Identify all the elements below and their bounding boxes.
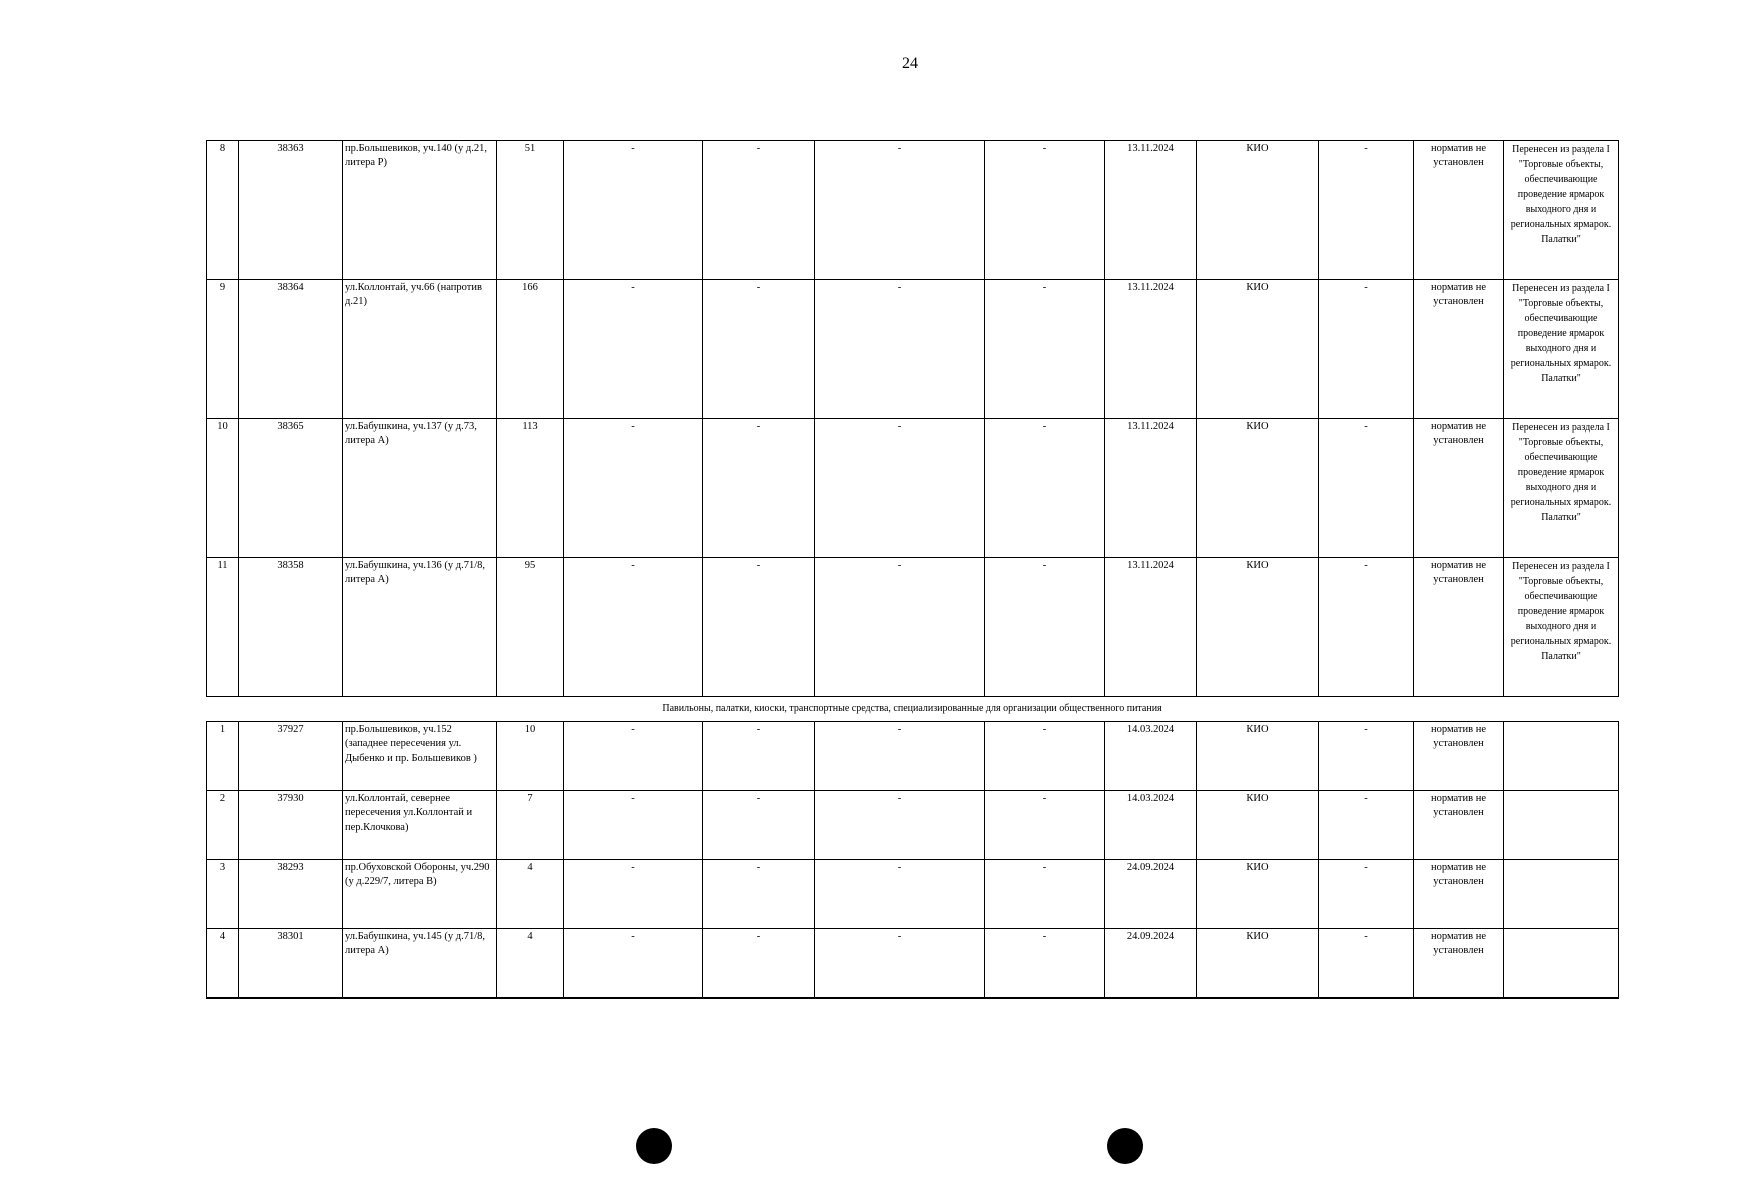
address-cell: ул.Коллонтай, севернее пересечения ул.Коллонтай и пер.Клочкова) bbox=[343, 791, 497, 860]
organization-cell: КИО bbox=[1197, 141, 1319, 280]
note-cell bbox=[1504, 860, 1619, 929]
table-tents bbox=[206, 140, 1619, 697]
table-pavilions bbox=[206, 721, 1619, 999]
column-5-cell: - bbox=[564, 929, 703, 998]
column-8-cell: - bbox=[985, 419, 1105, 558]
page-number: 24 bbox=[902, 55, 918, 72]
table-row bbox=[207, 419, 1619, 558]
norm-cell: норматив не установлен bbox=[1414, 141, 1504, 280]
column-5-cell: - bbox=[564, 791, 703, 860]
column-7-cell: - bbox=[815, 280, 985, 419]
date-cell: 13.11.2024 bbox=[1105, 280, 1197, 419]
area-cell: 113 bbox=[497, 419, 564, 558]
address-cell: ул.Бабушкина, уч.137 (у д.73, литера А) bbox=[343, 419, 497, 558]
area-cell: 7 bbox=[497, 791, 564, 860]
area-cell: 10 bbox=[497, 722, 564, 791]
organization-cell: КИО bbox=[1197, 722, 1319, 791]
column-8-cell: - bbox=[985, 860, 1105, 929]
column-11-cell: - bbox=[1319, 141, 1414, 280]
norm-cell: норматив не установлен bbox=[1414, 860, 1504, 929]
address-cell: пр.Обуховской Обороны, уч.290 (у д.229/7, литера В) bbox=[343, 860, 497, 929]
object-id-cell: 37930 bbox=[239, 791, 343, 860]
organization-cell: КИО bbox=[1197, 280, 1319, 419]
norm-cell: норматив не установлен bbox=[1414, 722, 1504, 791]
table-row bbox=[207, 280, 1619, 419]
column-7-cell: - bbox=[815, 558, 985, 697]
punch-hole-left bbox=[636, 1128, 672, 1164]
organization-cell: КИО bbox=[1197, 929, 1319, 998]
area-cell: 95 bbox=[497, 558, 564, 697]
row-number-cell: 2 bbox=[207, 791, 239, 860]
object-id-cell: 37927 bbox=[239, 722, 343, 791]
row-number-cell: 1 bbox=[207, 722, 239, 791]
column-6-cell: - bbox=[703, 722, 815, 791]
column-5-cell: - bbox=[564, 280, 703, 419]
row-number-cell: 3 bbox=[207, 860, 239, 929]
column-6-cell: - bbox=[703, 860, 815, 929]
column-8-cell: - bbox=[985, 558, 1105, 697]
column-7-cell: - bbox=[815, 419, 985, 558]
row-number-cell: 9 bbox=[207, 280, 239, 419]
column-7-cell: - bbox=[815, 860, 985, 929]
column-11-cell: - bbox=[1319, 419, 1414, 558]
column-6-cell: - bbox=[703, 929, 815, 998]
address-cell: ул.Бабушкина, уч.145 (у д.71/8, литера А) bbox=[343, 929, 497, 998]
row-number-cell: 4 bbox=[207, 929, 239, 998]
column-5-cell: - bbox=[564, 558, 703, 697]
column-11-cell: - bbox=[1319, 791, 1414, 860]
organization-cell: КИО bbox=[1197, 558, 1319, 697]
column-6-cell: - bbox=[703, 791, 815, 860]
date-cell: 24.09.2024 bbox=[1105, 929, 1197, 998]
object-id-cell: 38358 bbox=[239, 558, 343, 697]
column-7-cell: - bbox=[815, 722, 985, 791]
punch-hole-right bbox=[1107, 1128, 1143, 1164]
date-cell: 13.11.2024 bbox=[1105, 141, 1197, 280]
date-cell: 13.11.2024 bbox=[1105, 419, 1197, 558]
area-cell: 51 bbox=[497, 141, 564, 280]
column-5-cell: - bbox=[564, 722, 703, 791]
organization-cell: КИО bbox=[1197, 419, 1319, 558]
column-8-cell: - bbox=[985, 929, 1105, 998]
area-cell: 4 bbox=[497, 860, 564, 929]
row-number-cell: 8 bbox=[207, 141, 239, 280]
note-cell: Перенесен из раздела I "Торговые объекты, обеспечивающие проведение ярмарок выходного дня и региональных ярмарок. Палатки" bbox=[1504, 558, 1619, 697]
column-11-cell: - bbox=[1319, 722, 1414, 791]
organization-cell: КИО bbox=[1197, 860, 1319, 929]
row-number-cell: 11 bbox=[207, 558, 239, 697]
object-id-cell: 38293 bbox=[239, 860, 343, 929]
column-5-cell: - bbox=[564, 419, 703, 558]
area-cell: 4 bbox=[497, 929, 564, 998]
column-5-cell: - bbox=[564, 141, 703, 280]
table-row bbox=[207, 860, 1619, 929]
note-cell bbox=[1504, 791, 1619, 860]
organization-cell: КИО bbox=[1197, 791, 1319, 860]
table-row bbox=[207, 558, 1619, 697]
column-8-cell: - bbox=[985, 791, 1105, 860]
object-id-cell: 38365 bbox=[239, 419, 343, 558]
object-id-cell: 38363 bbox=[239, 141, 343, 280]
column-7-cell: - bbox=[815, 929, 985, 998]
norm-cell: норматив не установлен bbox=[1414, 558, 1504, 697]
column-6-cell: - bbox=[703, 141, 815, 280]
column-6-cell: - bbox=[703, 280, 815, 419]
column-5-cell: - bbox=[564, 860, 703, 929]
note-cell: Перенесен из раздела I "Торговые объекты, обеспечивающие проведение ярмарок выходного дня и региональных ярмарок. Палатки" bbox=[1504, 280, 1619, 419]
area-cell: 166 bbox=[497, 280, 564, 419]
table-row bbox=[207, 141, 1619, 280]
norm-cell: норматив не установлен bbox=[1414, 419, 1504, 558]
table-row bbox=[207, 929, 1619, 998]
address-cell: пр.Большевиков, уч.152 (западнее пересечения ул. Дыбенко и пр. Большевиков ) bbox=[343, 722, 497, 791]
column-11-cell: - bbox=[1319, 860, 1414, 929]
column-8-cell: - bbox=[985, 722, 1105, 791]
note-cell bbox=[1504, 722, 1619, 791]
object-id-cell: 38364 bbox=[239, 280, 343, 419]
note-cell bbox=[1504, 929, 1619, 998]
address-cell: ул.Коллонтай, уч.66 (напротив д.21) bbox=[343, 280, 497, 419]
date-cell: 13.11.2024 bbox=[1105, 558, 1197, 697]
date-cell: 14.03.2024 bbox=[1105, 791, 1197, 860]
column-11-cell: - bbox=[1319, 558, 1414, 697]
column-6-cell: - bbox=[703, 419, 815, 558]
column-8-cell: - bbox=[985, 141, 1105, 280]
norm-cell: норматив не установлен bbox=[1414, 280, 1504, 419]
norm-cell: норматив не установлен bbox=[1414, 929, 1504, 998]
column-8-cell: - bbox=[985, 280, 1105, 419]
column-11-cell: - bbox=[1319, 929, 1414, 998]
column-6-cell: - bbox=[703, 558, 815, 697]
note-cell: Перенесен из раздела I "Торговые объекты, обеспечивающие проведение ярмарок выходного дня и региональных ярмарок. Палатки" bbox=[1504, 419, 1619, 558]
note-cell: Перенесен из раздела I "Торговые объекты, обеспечивающие проведение ярмарок выходного дня и региональных ярмарок. Палатки" bbox=[1504, 141, 1619, 280]
column-7-cell: - bbox=[815, 791, 985, 860]
address-cell: пр.Большевиков, уч.140 (у д.21, литера Р) bbox=[343, 141, 497, 280]
date-cell: 14.03.2024 bbox=[1105, 722, 1197, 791]
column-7-cell: - bbox=[815, 141, 985, 280]
date-cell: 24.09.2024 bbox=[1105, 860, 1197, 929]
table-row bbox=[207, 722, 1619, 791]
object-id-cell: 38301 bbox=[239, 929, 343, 998]
table-row bbox=[207, 791, 1619, 860]
row-number-cell: 10 bbox=[207, 419, 239, 558]
address-cell: ул.Бабушкина, уч.136 (у д.71/8, литера А) bbox=[343, 558, 497, 697]
section-heading: Павильоны, палатки, киоски, транспортные средства, специализированные для организации общественного питания bbox=[662, 703, 1162, 714]
norm-cell: норматив не установлен bbox=[1414, 791, 1504, 860]
column-11-cell: - bbox=[1319, 280, 1414, 419]
